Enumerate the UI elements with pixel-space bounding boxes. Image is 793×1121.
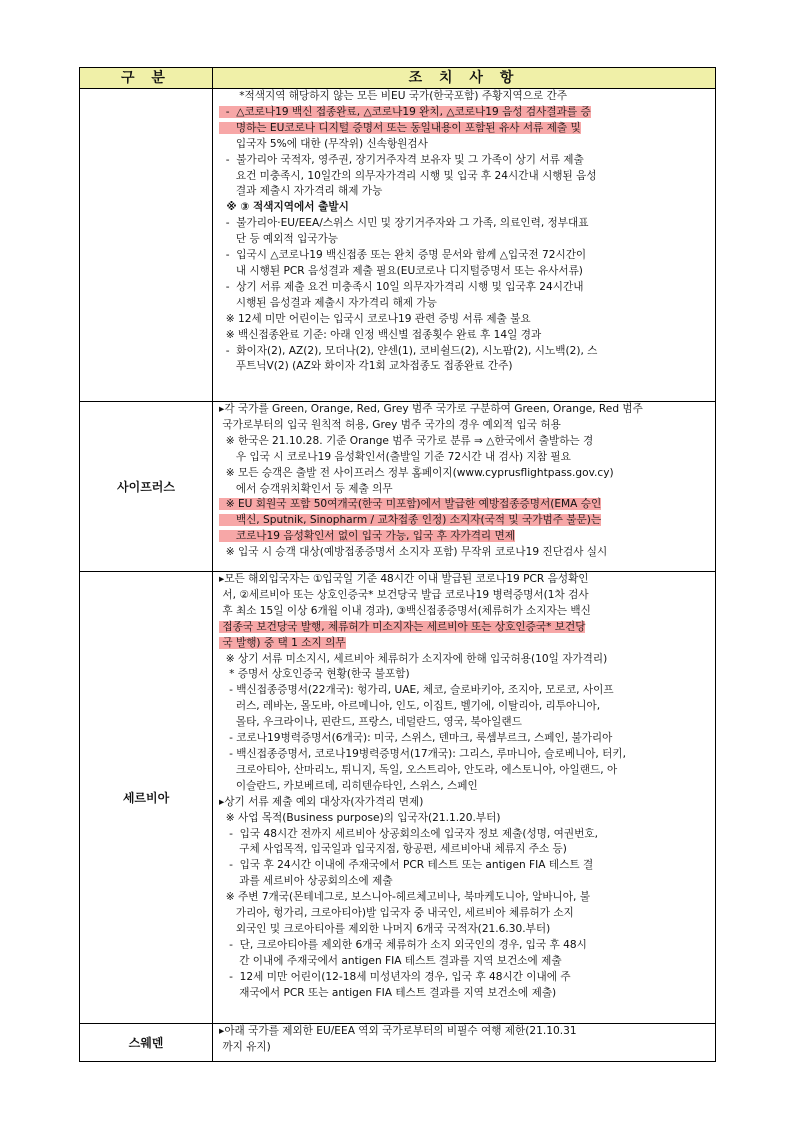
row-content <box>213 1024 716 1062</box>
content-line: - 백신접종증명서(22개국): 헝가리, UAE, 체코, 슬로바키아, 조지아, 모로코, 사이프 <box>219 684 614 697</box>
content-line: 재국에서 PCR 또는 antigen FIA 테스트 결과를 지역 보건소에 제출) <box>219 986 557 999</box>
content-line: 구체 사업목적, 입국일과 입국지점, 항공편, 세르비아내 체류지 주소 등) <box>219 843 567 856</box>
header-row <box>80 68 716 89</box>
row-content <box>213 402 716 572</box>
row-content <box>213 572 716 1024</box>
content-line: - 불가리아 국적자, 영주권, 장기거주자격 보유자 및 그 가족이 상기 서류 제출 <box>219 153 584 166</box>
row-label: 세르비아 <box>80 572 213 1024</box>
content-line: ▸각 국가를 Green, Orange, Red, Grey 범주 국가로 구분하여 Green, Orange, Red 범주 <box>219 403 643 415</box>
header-measures: 조 치 사 항 <box>213 68 716 89</box>
content-line: - 화이자(2), AZ(2), 모더나(2), 얀센(1), 코비쉴드(2), 시노팜(2), 시노백(2), 스 <box>219 344 598 357</box>
content-line: - 입국 후 24시간 이내에 주재국에서 PCR 테스트 또는 antigen FIA 테스트 결 <box>219 859 594 872</box>
content-line: 시행된 음성결과 제출시 자가격리 해제 가능 <box>219 296 437 309</box>
content-line: - 백신접종증명서, 코로나19병력증명서(17개국): 그리스, 루마니아, 슬로베니아, 터키, <box>219 747 627 760</box>
table-row-cyprus <box>80 402 716 572</box>
row-content <box>213 89 716 402</box>
content-line: ※ 한국은 21.10.28. 기준 Orange 범주 국가로 분류 ⇒ △한국에서 출발하는 경 <box>219 434 594 447</box>
content-line: ※ 입국 시 승객 대상(예방접종증명서 소지자 포함) 무작위 코로나19 진단검사 실시 <box>219 546 608 559</box>
measures-table <box>79 67 716 1062</box>
content-line: 서, ②세르비아 또는 상호인증국* 보건당국 발급 코로나19 병력증명서(1차 검사 <box>219 588 589 601</box>
content-line: - 단, 크로아티아를 제외한 6개국 체류허가 소지 외국인의 경우, 입국 후 48시 <box>219 938 587 951</box>
content-line: *적색지역 해당하지 않는 모든 비EU 국가(한국포함) 주황지역으로 간주 <box>219 90 568 102</box>
content-line: 가리아, 헝가리, 크로아티아)발 입국자 중 내국인, 세르비아 체류허가 소지 <box>219 907 574 920</box>
content-line: - 입국 48시간 전까지 세르비아 상공회의소에 입국자 정보 제출(성명, 여권번호, <box>219 827 598 840</box>
content-line: 단 등 예외적 입국가능 <box>219 233 339 246</box>
content-line: 외국인 및 크로아티아를 제외한 나머지 6개국 국적자(21.6.30.부터) <box>219 922 551 935</box>
content-line: ※ 주변 7개국(몬테네그로, 보스니아-헤르체고비나, 북마케도니아, 알바니아, 불 <box>219 891 590 904</box>
header-category: 구 분 <box>80 68 213 89</box>
content-line: ※ 사업 목적(Business purpose)의 입국자(21.1.20.부터) <box>219 811 501 824</box>
content-line: - 12세 미만 어린이(12-18세 미성년자의 경우, 입국 후 48시간 이내에 주 <box>219 970 571 983</box>
row-label: 사이프러스 <box>80 402 213 572</box>
content-line: 크로아티아, 산마리노, 튀니지, 독일, 오스트리아, 안도라, 에스토니아, 아일랜드, 아 <box>219 763 618 776</box>
content-line: 결과 제출시 자가격리 해제 가능 <box>219 185 383 198</box>
content-line: ※ ③ 적색지역에서 출발시 <box>219 201 349 214</box>
content-line: 푸트닉V(2) (AZ와 화이자 각1회 교차접종도 접종완료 간주) <box>219 360 513 373</box>
content-line: 과를 세르비아 상공회의소에 제출 <box>219 875 393 888</box>
table-row-sweden <box>80 1024 716 1062</box>
content-line: 요건 미충족시, 10일간의 의무자가격리 시행 및 입국 후 24시간내 시행된 음성 <box>219 169 597 182</box>
content-line: 코로나19 음성확인서 없이 입국 가능, 입국 후 자가격리 면제 <box>219 530 515 543</box>
table-row-serbia <box>80 572 716 1024</box>
content-line: ※ 12세 미만 어린이는 입국시 코로나19 관련 증빙 서류 제출 불요 <box>219 312 531 325</box>
content-line: ▸아래 국가를 제외한 EU/EEA 역외 국가로부터의 비필수 여행 제한(21.10.31 <box>219 1025 577 1037</box>
content-line: - 입국시 △코로나19 백신접종 또는 완치 증명 문서와 함께 △입국전 72시간이 <box>219 249 587 262</box>
content-line: 국가로부터의 입국 원칙적 허용, Grey 범주 국가의 경우 예외적 입국 허용 <box>219 418 561 431</box>
content-line: ▸모든 해외입국자는 ①입국일 기준 48시간 이내 발급된 코로나19 PCR 음성확인 <box>219 573 589 585</box>
content-line: - 코로나19병력증명서(6개국): 미국, 스위스, 덴마크, 룩셈부르크, 스페인, 불가리아 <box>219 732 613 745</box>
content-line: ※ 모든 승객은 출발 전 사이프러스 정부 홈페이지(www.cyprusflightpass.gov.cy) <box>219 466 614 479</box>
content-line: 몰타, 우크라이나, 핀란드, 프랑스, 네덜란드, 영국, 북아일랜드 <box>219 716 522 729</box>
content-line: - △코로나19 백신 접종완료, △코로나19 완치, △코로나19 음성 검사결과를 증 <box>219 105 591 118</box>
content-line: - 불가리아·EU/EEA/스위스 시민 및 장기거주자와 그 가족, 의료인력, 정부대표 <box>219 217 589 230</box>
content-line: ※ 백신접종완료 기준: 아래 인정 백신별 접종횟수 완료 후 14일 경과 <box>219 328 542 341</box>
content-line: 러스, 레바논, 몰도바, 아르메니아, 인도, 이집트, 벨기에, 이탈리아, 리투아니아, <box>219 700 601 713</box>
content-line: 백신, Sputnik, Sinopharm / 교차접종 인정) 소지자(국적 및 국가범주 불문)는 <box>219 514 602 527</box>
content-line: - 상기 서류 제출 요건 미충족시 10일 의무자가격리 시행 및 입국후 24시간내 <box>219 280 584 293</box>
content-line: 까지 유지) <box>219 1040 271 1053</box>
content-line: ▸상기 서류 제출 예외 대상자(자가격리 면제) <box>219 795 424 808</box>
content-line: 후 최소 15일 이상 6개월 이내 경과), ③백신접종증명서(체류허가 소지자는 백신 <box>219 604 591 617</box>
content-line: 에서 승객위치확인서 등 제출 의무 <box>219 482 393 495</box>
content-line: 명하는 EU코로나 디지털 증명서 또는 동일내용이 포함된 유사 서류 제출 및 <box>219 121 581 134</box>
row-label <box>80 89 213 402</box>
content-line: 이슬란드, 카보베르데, 리히텐슈타인, 스위스, 스페인 <box>219 779 478 792</box>
content-line: * 증명서 상호인증국 현황(한국 불포함) <box>219 668 410 681</box>
content-line: 우 입국 시 코로나19 음성확인서(출발일 기준 72시간 내 검사) 지참 필요 <box>219 450 571 463</box>
content-line: ※ EU 회원국 포함 50여개국(한국 미포함)에서 발급한 예방접종증명서(EMA 승인 <box>219 498 602 511</box>
content-line: 접종국 보건당국 발행, 체류허가 미소지자는 세르비아 또는 상호인증국* 보건당 <box>219 620 586 633</box>
content-line: 국 발행) 중 택 1 소지 의무 <box>219 636 346 649</box>
row-label: 스웨덴 <box>80 1024 213 1062</box>
content-line: 내 시행된 PCR 음성결과 제출 필요(EU코로나 디지털증명서 또는 유사서류) <box>219 264 583 277</box>
content-line: ※ 상기 서류 미소지시, 세르비아 체류허가 소지자에 한해 입국허용(10일 자가격리) <box>219 652 608 665</box>
table-row-bulgaria-cont <box>80 89 716 402</box>
content-line: 입국자 5%에 대한 (무작위) 신속항원검사 <box>219 137 428 150</box>
content-line: 간 이내에 주재국에서 antigen FIA 테스트 결과를 지역 보건소에 제출 <box>219 954 562 967</box>
